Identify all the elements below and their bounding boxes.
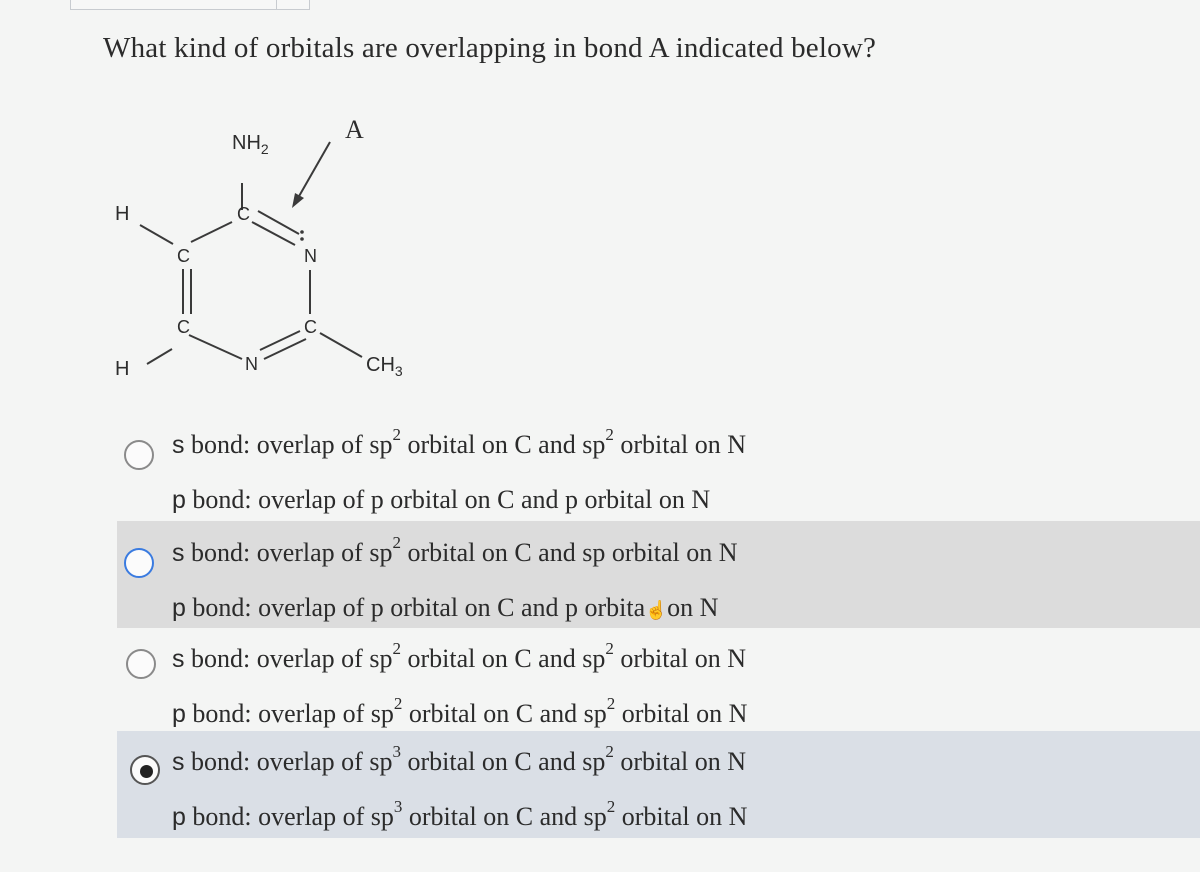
atom-c-right: C <box>304 317 317 337</box>
top-tab <box>70 0 310 10</box>
nh2-label: $NH_2$ <box>232 132 269 157</box>
top-tab-divider <box>276 0 277 9</box>
atom-c-top: C <box>237 204 250 224</box>
pyrimidine-structure <box>100 105 430 395</box>
radio-option-2[interactable] <box>124 548 154 578</box>
radio-option-4[interactable] <box>130 755 160 785</box>
radio-option-3[interactable] <box>126 649 156 679</box>
option-2-line-2: p bond: overlap of p orbital on C and p orbita☝on N <box>172 593 719 622</box>
option-4-line-1: s bond: overlap of $sp^3$ orbital on C and $sp^2$ orbital on N <box>172 742 746 776</box>
atom-c-left-top: C <box>177 246 190 266</box>
option-3-line-2: p bond: overlap of $sp^2$ orbital on C and $sp^2$ orbital on N <box>172 694 748 728</box>
option-1-line-1: s bond: overlap of $sp^2$ orbital on C and $sp^2$ orbital on N <box>172 425 746 459</box>
hand-cursor-icon: ☝ <box>645 600 668 620</box>
bond-a-label: A <box>345 115 364 144</box>
option-4-line-2: p bond: overlap of $sp^3$ orbital on C and $sp^2$ orbital on N <box>172 797 748 831</box>
radio-selected-dot <box>140 765 153 778</box>
atom-c-left-bottom: C <box>177 317 190 337</box>
ch3-label: $CH_3$ <box>366 354 403 379</box>
radio-option-1[interactable] <box>124 440 154 470</box>
question-text: What kind of orbitals are overlapping in bond A indicated below? <box>103 32 877 64</box>
atom-n-top: N <box>304 246 317 266</box>
atom-h-bottom: H <box>115 358 130 380</box>
option-1-line-2: p bond: overlap of p orbital on C and p orbital on N <box>172 485 711 514</box>
option-3-line-1: s bond: overlap of $sp^2$ orbital on C and $sp^2$ orbital on N <box>172 639 746 673</box>
option-2-line-1: s bond: overlap of $sp^2$ orbital on C and sp orbital on N <box>172 533 738 567</box>
atom-n-bottom: N <box>245 354 258 374</box>
atom-h-top: H <box>115 203 130 225</box>
